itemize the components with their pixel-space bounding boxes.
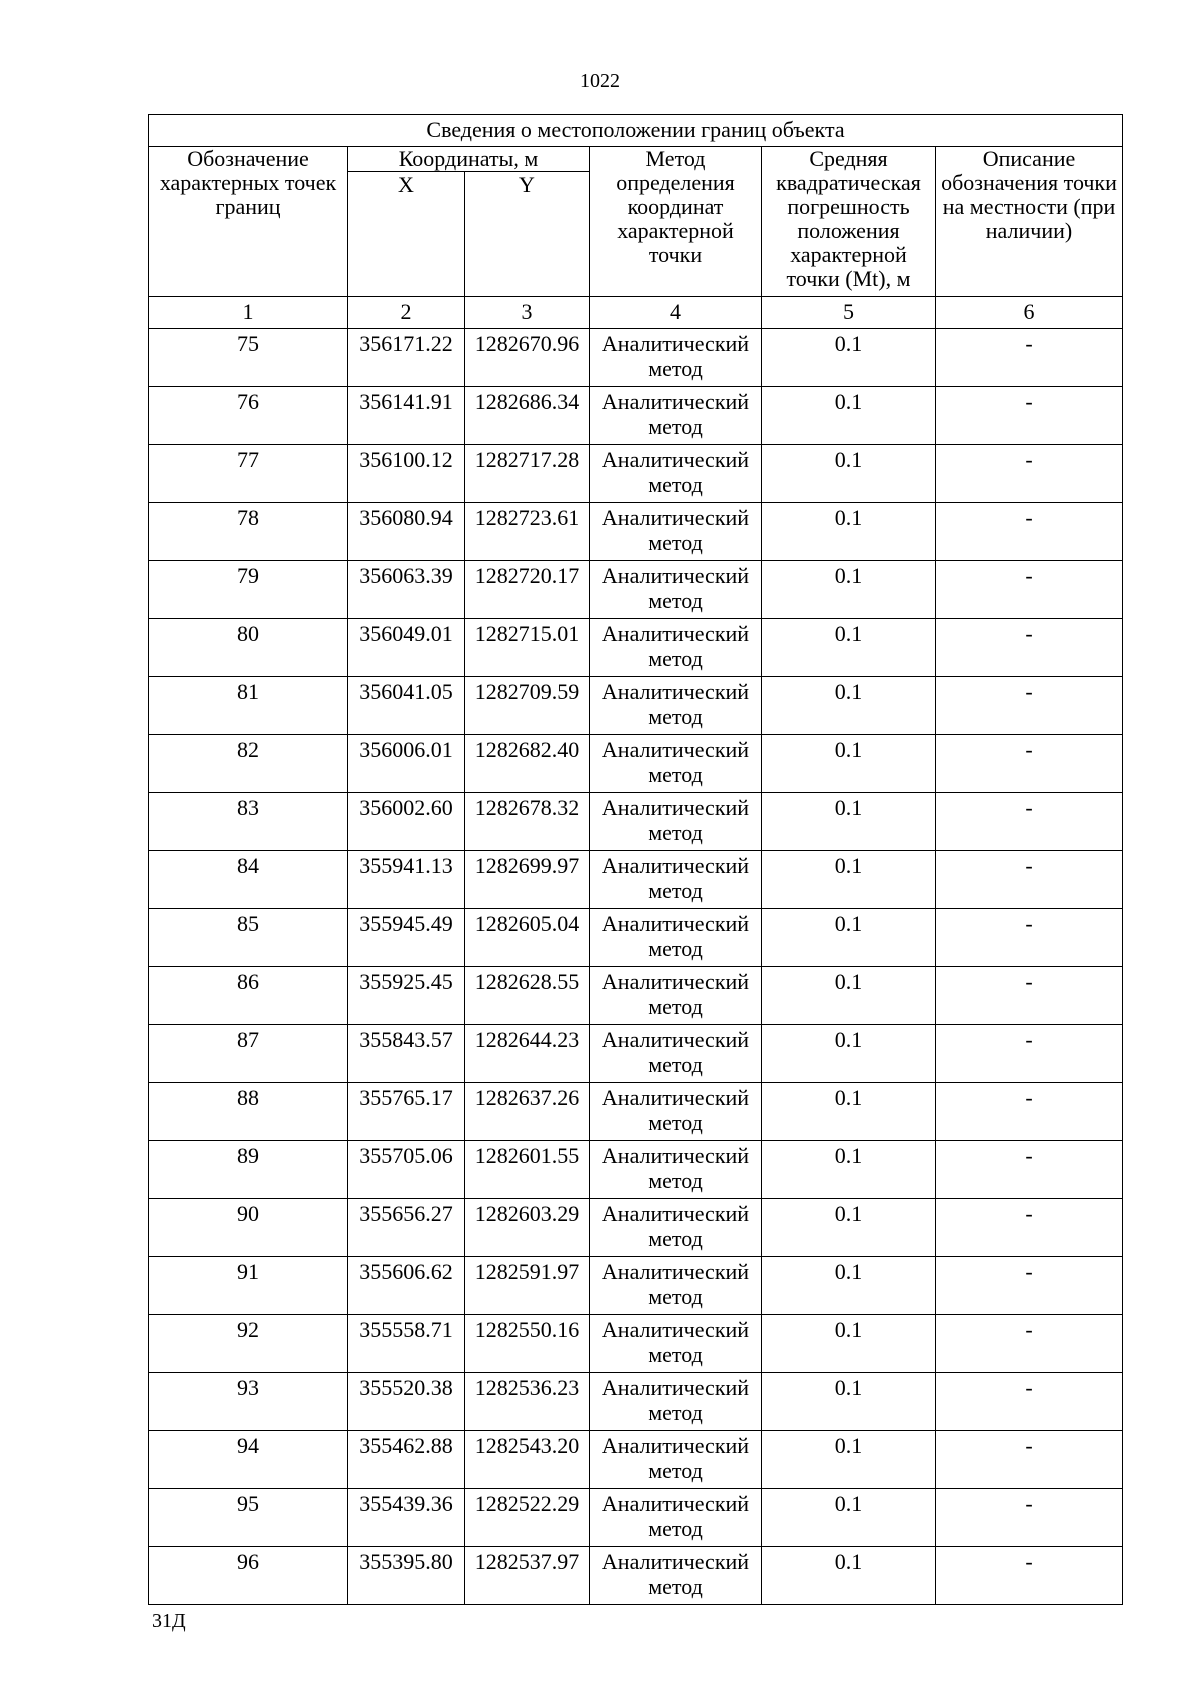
header-mean-error: Средняя квадратическая погрешность положения характерной точки (Mt), м <box>762 147 936 297</box>
table-row <box>149 677 1123 735</box>
table-row <box>149 1373 1123 1431</box>
header-y: Y <box>465 172 590 297</box>
cell-point: 86 <box>149 967 348 1025</box>
cell-y: 1282522.29 <box>465 1489 590 1547</box>
cell-y: 1282670.96 <box>465 329 590 387</box>
cell-x: 355945.49 <box>348 909 465 967</box>
cell-method: Аналитический метод <box>590 1025 762 1083</box>
cell-method: Аналитический метод <box>590 735 762 793</box>
cell-mean-error: 0.1 <box>762 1489 936 1547</box>
column-number: 6 <box>936 297 1123 329</box>
cell-y: 1282678.32 <box>465 793 590 851</box>
cell-point: 83 <box>149 793 348 851</box>
cell-point: 94 <box>149 1431 348 1489</box>
cell-description: - <box>936 677 1123 735</box>
cell-x: 355439.36 <box>348 1489 465 1547</box>
page-number: 1022 <box>580 70 620 92</box>
cell-x: 355558.71 <box>348 1315 465 1373</box>
cell-description: - <box>936 561 1123 619</box>
cell-y: 1282603.29 <box>465 1199 590 1257</box>
cell-point: 82 <box>149 735 348 793</box>
column-number: 5 <box>762 297 936 329</box>
cell-y: 1282550.16 <box>465 1315 590 1373</box>
cell-description: - <box>936 1489 1123 1547</box>
cell-method: Аналитический метод <box>590 1083 762 1141</box>
cell-point: 84 <box>149 851 348 909</box>
column-number: 4 <box>590 297 762 329</box>
cell-mean-error: 0.1 <box>762 1025 936 1083</box>
cell-method: Аналитический метод <box>590 1431 762 1489</box>
cell-method: Аналитический метод <box>590 329 762 387</box>
table-row <box>149 1083 1123 1141</box>
cell-mean-error: 0.1 <box>762 677 936 735</box>
table-row <box>149 503 1123 561</box>
cell-point: 78 <box>149 503 348 561</box>
header-description: Описание обозначения точки на местности (при наличии) <box>936 147 1123 297</box>
cell-mean-error: 0.1 <box>762 909 936 967</box>
table-row <box>149 561 1123 619</box>
table-row <box>149 735 1123 793</box>
cell-y: 1282682.40 <box>465 735 590 793</box>
cell-method: Аналитический метод <box>590 1373 762 1431</box>
cell-description: - <box>936 1431 1123 1489</box>
cell-y: 1282686.34 <box>465 387 590 445</box>
cell-description: - <box>936 1547 1123 1605</box>
header-coordinates: Координаты, м <box>348 147 590 172</box>
table-row <box>149 329 1123 387</box>
cell-point: 93 <box>149 1373 348 1431</box>
cell-description: - <box>936 967 1123 1025</box>
cell-point: 92 <box>149 1315 348 1373</box>
table-row <box>149 1141 1123 1199</box>
cell-mean-error: 0.1 <box>762 1083 936 1141</box>
cell-method: Аналитический метод <box>590 677 762 735</box>
cell-description: - <box>936 735 1123 793</box>
cell-description: - <box>936 851 1123 909</box>
cell-x: 356171.22 <box>348 329 465 387</box>
cell-method: Аналитический метод <box>590 1199 762 1257</box>
cell-point: 81 <box>149 677 348 735</box>
cell-point: 87 <box>149 1025 348 1083</box>
cell-description: - <box>936 503 1123 561</box>
cell-x: 355395.80 <box>348 1547 465 1605</box>
cell-point: 85 <box>149 909 348 967</box>
cell-mean-error: 0.1 <box>762 503 936 561</box>
cell-mean-error: 0.1 <box>762 445 936 503</box>
cell-description: - <box>936 619 1123 677</box>
cell-point: 95 <box>149 1489 348 1547</box>
cell-description: - <box>936 1141 1123 1199</box>
cell-y: 1282717.28 <box>465 445 590 503</box>
cell-description: - <box>936 329 1123 387</box>
table-row <box>149 1489 1123 1547</box>
cell-mean-error: 0.1 <box>762 387 936 445</box>
cell-description: - <box>936 1373 1123 1431</box>
cell-y: 1282637.26 <box>465 1083 590 1141</box>
cell-x: 355705.06 <box>348 1141 465 1199</box>
cell-y: 1282709.59 <box>465 677 590 735</box>
cell-mean-error: 0.1 <box>762 793 936 851</box>
cell-y: 1282720.17 <box>465 561 590 619</box>
cell-mean-error: 0.1 <box>762 1199 936 1257</box>
cell-y: 1282536.23 <box>465 1373 590 1431</box>
cell-x: 356063.39 <box>348 561 465 619</box>
cell-mean-error: 0.1 <box>762 967 936 1025</box>
cell-method: Аналитический метод <box>590 1315 762 1373</box>
table-row <box>149 1199 1123 1257</box>
cell-method: Аналитический метод <box>590 445 762 503</box>
table-row <box>149 967 1123 1025</box>
cell-x: 355925.45 <box>348 967 465 1025</box>
cell-method: Аналитический метод <box>590 503 762 561</box>
cell-point: 77 <box>149 445 348 503</box>
cell-method: Аналитический метод <box>590 1489 762 1547</box>
table-row <box>149 1315 1123 1373</box>
cell-mean-error: 0.1 <box>762 1257 936 1315</box>
table-title: Сведения о местоположении границ объекта <box>149 115 1123 147</box>
cell-x: 355462.88 <box>348 1431 465 1489</box>
header-method: Метод определения координат характерной точки <box>590 147 762 297</box>
cell-x: 356100.12 <box>348 445 465 503</box>
cell-point: 88 <box>149 1083 348 1141</box>
cell-mean-error: 0.1 <box>762 561 936 619</box>
cell-point: 76 <box>149 387 348 445</box>
column-number-row <box>149 297 1123 329</box>
cell-y: 1282543.20 <box>465 1431 590 1489</box>
table-row <box>149 387 1123 445</box>
cell-method: Аналитический метод <box>590 851 762 909</box>
cell-x: 356141.91 <box>348 387 465 445</box>
cell-y: 1282605.04 <box>465 909 590 967</box>
cell-x: 356002.60 <box>348 793 465 851</box>
cell-mean-error: 0.1 <box>762 851 936 909</box>
cell-y: 1282699.97 <box>465 851 590 909</box>
cell-x: 356041.05 <box>348 677 465 735</box>
cell-x: 356049.01 <box>348 619 465 677</box>
column-number: 3 <box>465 297 590 329</box>
cell-y: 1282591.97 <box>465 1257 590 1315</box>
cell-method: Аналитический метод <box>590 1257 762 1315</box>
cell-y: 1282628.55 <box>465 967 590 1025</box>
cell-point: 90 <box>149 1199 348 1257</box>
cell-y: 1282601.55 <box>465 1141 590 1199</box>
cell-method: Аналитический метод <box>590 967 762 1025</box>
cell-method: Аналитический метод <box>590 1141 762 1199</box>
cell-mean-error: 0.1 <box>762 619 936 677</box>
cell-method: Аналитический метод <box>590 909 762 967</box>
cell-description: - <box>936 909 1123 967</box>
cell-method: Аналитический метод <box>590 387 762 445</box>
header-point-designation: Обозначение характерных точек границ <box>149 147 348 297</box>
table-row <box>149 1547 1123 1605</box>
table-row <box>149 851 1123 909</box>
cell-point: 89 <box>149 1141 348 1199</box>
cell-x: 355606.62 <box>348 1257 465 1315</box>
cell-y: 1282723.61 <box>465 503 590 561</box>
table-row <box>149 1025 1123 1083</box>
cell-description: - <box>936 1083 1123 1141</box>
table-row <box>149 793 1123 851</box>
table-row <box>149 1257 1123 1315</box>
cell-x: 356006.01 <box>348 735 465 793</box>
cell-x: 355656.27 <box>348 1199 465 1257</box>
cell-description: - <box>936 445 1123 503</box>
cell-mean-error: 0.1 <box>762 1431 936 1489</box>
cell-x: 355520.38 <box>348 1373 465 1431</box>
cell-x: 356080.94 <box>348 503 465 561</box>
cell-y: 1282537.97 <box>465 1547 590 1605</box>
cell-point: 80 <box>149 619 348 677</box>
cell-x: 355765.17 <box>348 1083 465 1141</box>
boundary-coordinates-table <box>148 114 1123 1605</box>
cell-x: 355843.57 <box>348 1025 465 1083</box>
footer-code: 31Д <box>152 1610 186 1632</box>
table-row <box>149 445 1123 503</box>
cell-mean-error: 0.1 <box>762 329 936 387</box>
header-x: X <box>348 172 465 297</box>
cell-y: 1282644.23 <box>465 1025 590 1083</box>
cell-mean-error: 0.1 <box>762 1547 936 1605</box>
cell-description: - <box>936 1257 1123 1315</box>
cell-description: - <box>936 387 1123 445</box>
cell-point: 75 <box>149 329 348 387</box>
cell-x: 355941.13 <box>348 851 465 909</box>
cell-method: Аналитический метод <box>590 1547 762 1605</box>
cell-description: - <box>936 1315 1123 1373</box>
cell-description: - <box>936 1199 1123 1257</box>
cell-method: Аналитический метод <box>590 793 762 851</box>
table-row <box>149 1431 1123 1489</box>
cell-point: 79 <box>149 561 348 619</box>
cell-description: - <box>936 793 1123 851</box>
cell-method: Аналитический метод <box>590 561 762 619</box>
cell-point: 96 <box>149 1547 348 1605</box>
cell-mean-error: 0.1 <box>762 1373 936 1431</box>
cell-point: 91 <box>149 1257 348 1315</box>
column-number: 2 <box>348 297 465 329</box>
cell-y: 1282715.01 <box>465 619 590 677</box>
table-row <box>149 619 1123 677</box>
cell-mean-error: 0.1 <box>762 1315 936 1373</box>
cell-method: Аналитический метод <box>590 619 762 677</box>
cell-description: - <box>936 1025 1123 1083</box>
column-number: 1 <box>149 297 348 329</box>
table-row <box>149 909 1123 967</box>
cell-mean-error: 0.1 <box>762 735 936 793</box>
cell-mean-error: 0.1 <box>762 1141 936 1199</box>
